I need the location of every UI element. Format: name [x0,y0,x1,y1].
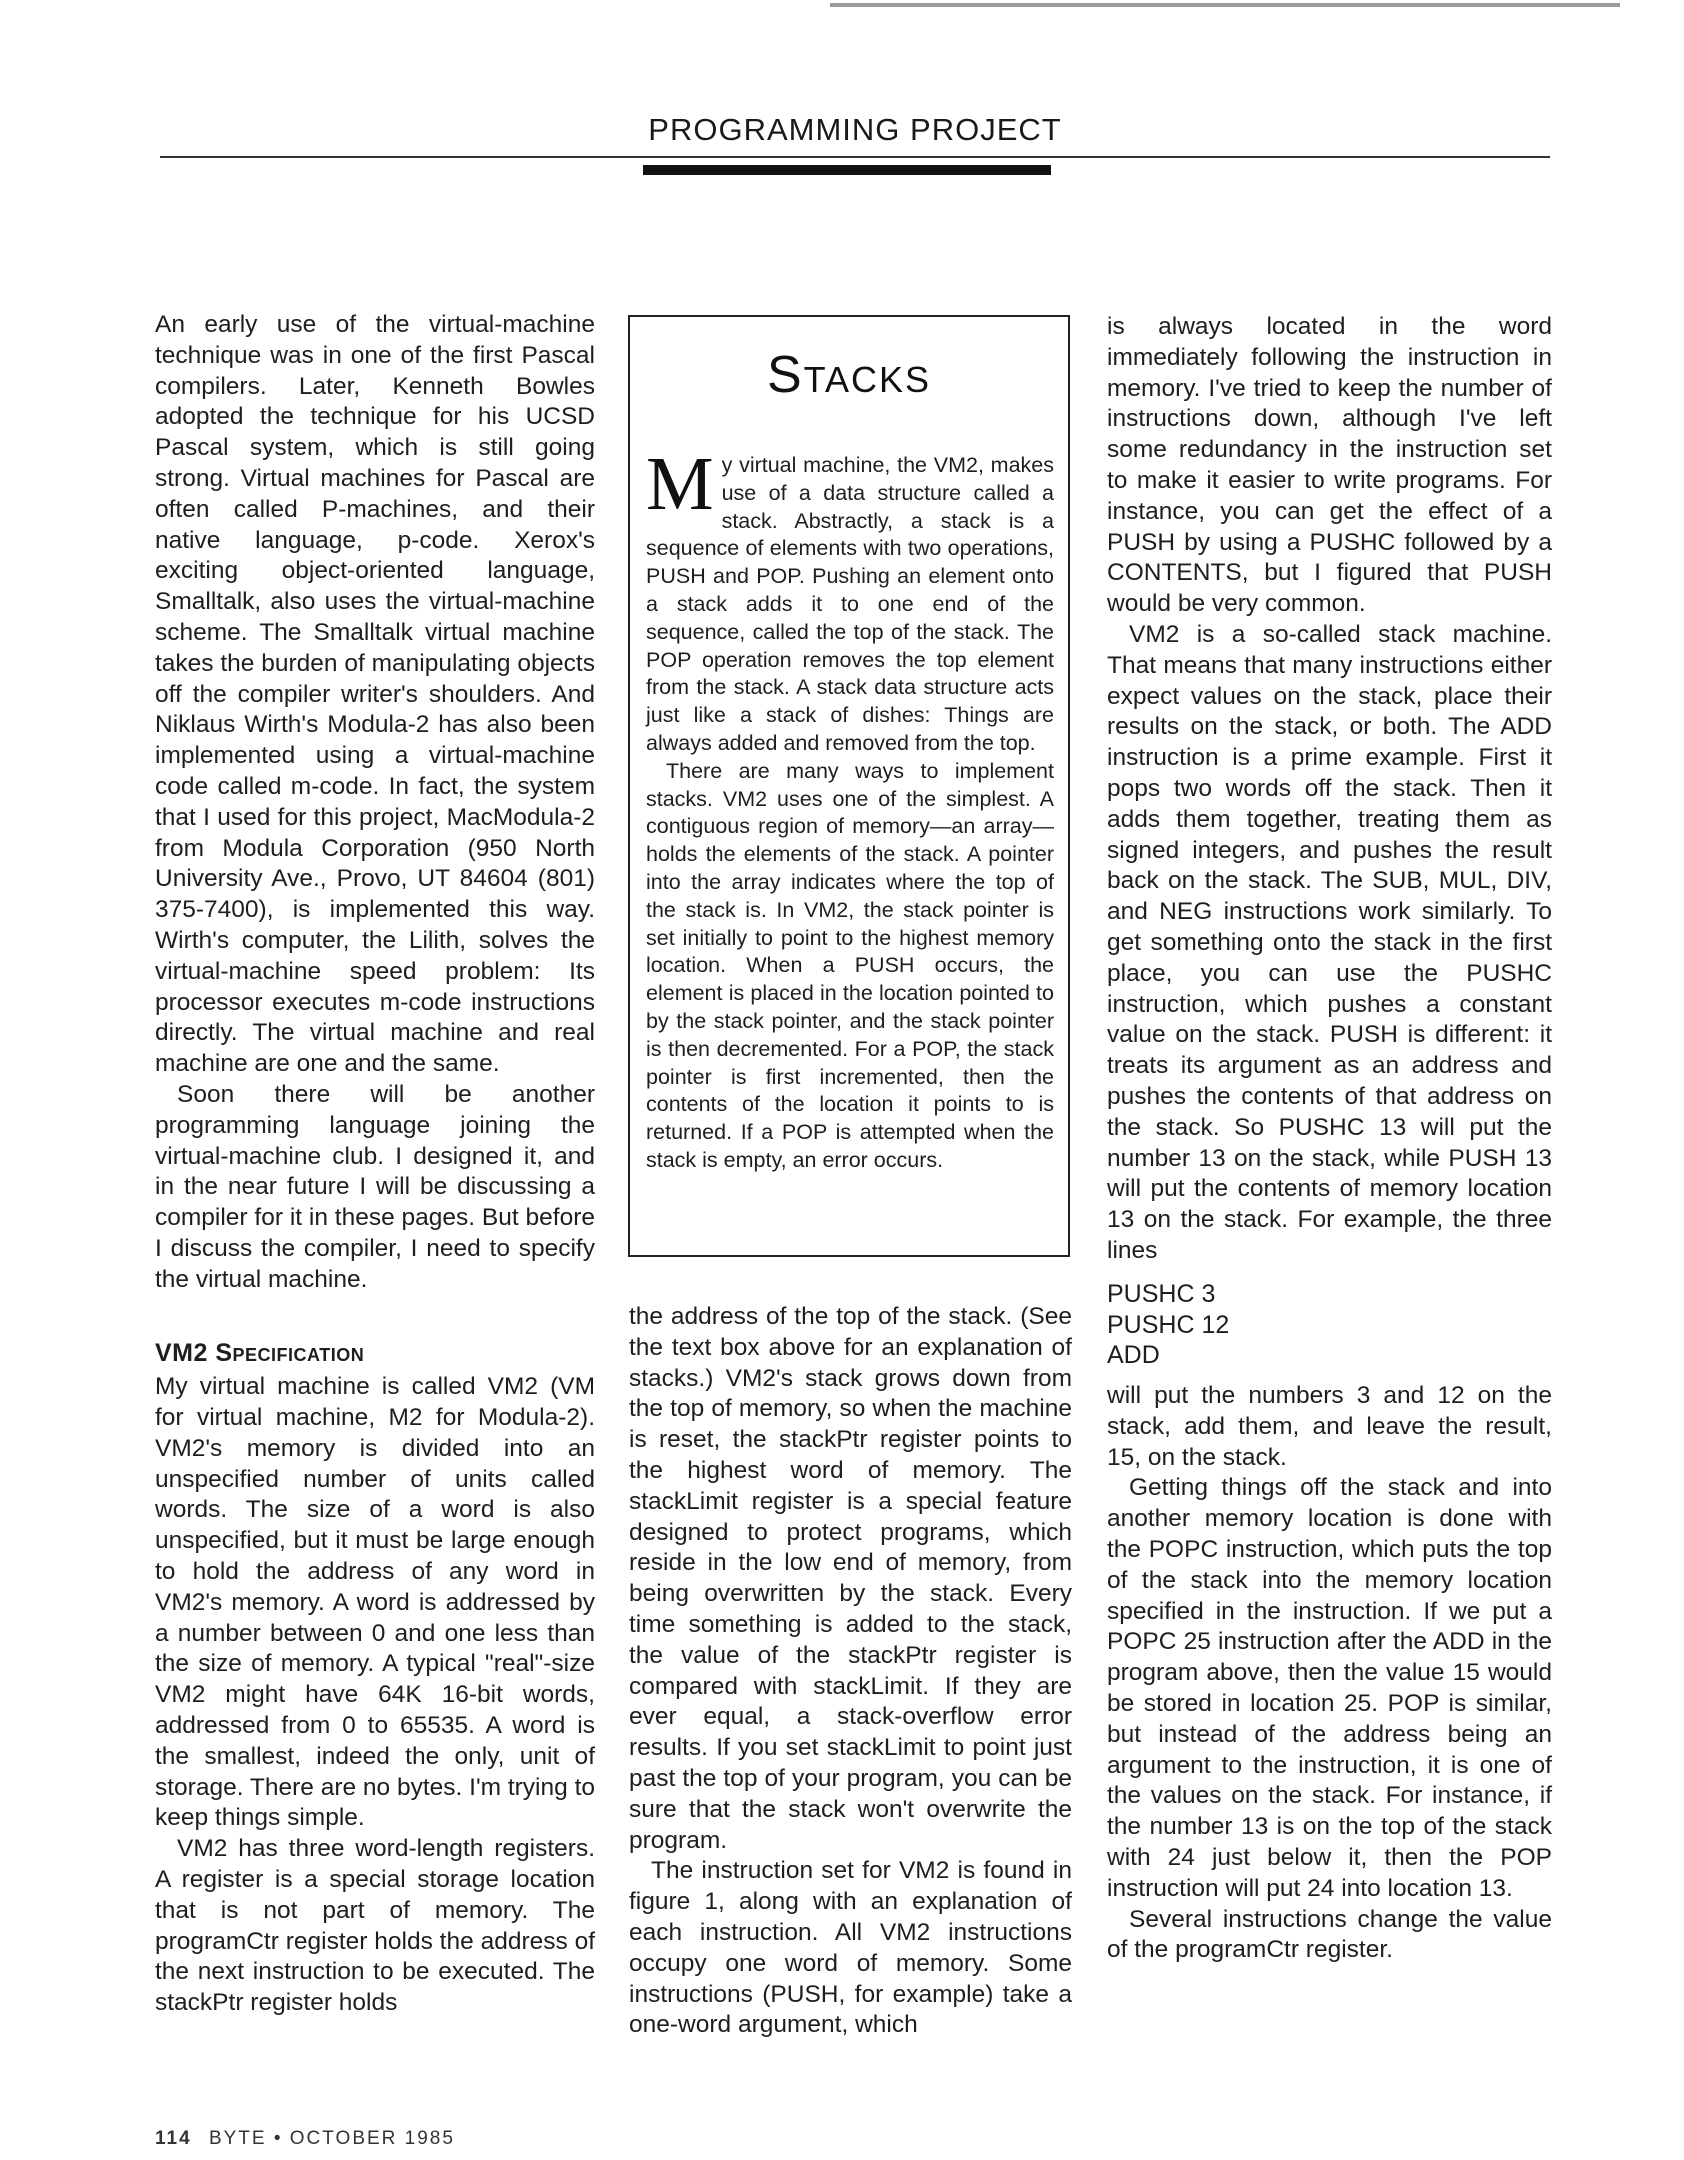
page-footer [155,2128,455,2150]
col1-paragraph-4: VM2 has three word-length registers. A register is a special storage location that is not part of memory. The programCtr register holds the address of the next instruction to be executed. The stackPtr register holds [155,1835,595,2017]
header-rule [160,156,1550,158]
col3-paragraph-2: VM2 is a so-called stack machine. That means that many instructions either expect values on the stack, place their results on the stack, or both. The ADD instruction is a prime example. First it pops two words off the stack. Then it adds them together, treating them as signed integers, and pushes the result back on the stack. The SUB, MUL, DIV, and NEG instructions work similarly. To get something onto the stack in the first place, you can use the PUSHC instruction, which pushes a constant value on the stack. PUSH is different: it treats its argument as an address and pushes the contents of that address on the stack. So PUSHC 13 will put the number 13 on the stack, while PUSH 13 will put the contents of memory location 13 on the stack. For example, the three lines [1107,620,1552,1264]
sidebar-body [646,442,1054,1175]
sidebar-paragraph-1 [646,442,1054,758]
col3-paragraph-3: will put the numbers 3 and 12 on the stack, add them, and leave the result, 15, on the stack. [1107,1382,1552,1471]
sidebar-title: Stacks [766,346,932,404]
column-3 [1107,312,1552,1966]
col1-paragraph-2: Soon there will be another programming language joining the virtual-machine club. I designed it, and in the near future I will be discussing a compiler for it in these pages. But before I discuss the compiler, I need to specify the virtual machine. [155,1080,595,1293]
header-bar [643,165,1051,175]
col2-paragraph-1: the address of the top of the stack. (See the text box above for an explanation of stacks.) VM2's stack grows down from the top of memory, so when the machine is reset, the stackPtr register points to the highest word of memory. The stackLimit register is a special feature designed to protect programs, which reside in the low end of memory, from being overwritten by the stack. Every time something is added to the stack, the value of the stackPtr register is compared with stackLimit. If they are ever equal, a stack-overflow error results. If you set stackLimit to point just past the top of your program, you can be sure that the stack won't overwrite the program. [629,1303,1072,1854]
section-heading: VM2 Specification [155,1338,365,1367]
col2-paragraph-2: The instruction set for VM2 is found in figure 1, along with an explanation of each instruction. All VM2 instructions occupy one word of memory. Some instructions (PUSH, for example) take a one-word argument, which [629,1857,1072,2039]
col3-paragraph-4: Getting things off the stack and into another memory location is done with the POPC instruction, which puts the top of the stack into the memory location specified in the instruction. If we put a POPC 25 instruction after the ADD in the program above, then the value 15 would be stored in location 25. POP is similar, but instead of the address being an argument to the instruction, it is one of the values on the stack. For instance, if the number 13 is on the top of the stack with 24 just below it, then the POP instruction will put 24 into location 13. [1107,1474,1552,1902]
code-example [1107,1279,1552,1371]
page-number: 114 [155,2128,192,2149]
column-2 [629,1302,1072,2041]
col1-paragraph-3: My virtual machine is called VM2 (VM for virtual machine, M2 for Modula-2). VM2's memory is divided into an unspecified number of units called words. The size of a word is also unspecified, but it must be large enough to hold the address of any word in VM2's memory. A word is addressed by a number between 0 and one less than the size of memory. A typical "real"-size VM2 might have 64K 16-bit words, addressed from 0 to 65535. A word is the smallest, indeed the only, unit of storage. There are no bytes. I'm trying to keep things simple. [155,1373,595,1832]
column-1 [155,310,595,2019]
code-line: PUSHC 3 [1107,1279,1216,1308]
sidebar-paragraph-2: There are many ways to implement stacks. VM2 uses one of the simplest. A contiguous region of memory—an array—holds the elements of the stack. A pointer into the array indicates where the top of the stack is. In VM2, the stack pointer is set initially to point to the highest memory location. When a PUSH occurs, the element is placed in the location pointed to by the stack pointer, and the stack pointer is then decremented. For a POP, the stack pointer is first incremented, then the contents of the location it points to is returned. If a POP is attempted when the stack is empty, an error occurs. [646,758,1054,1172]
top-edge-line [830,3,1620,7]
code-line: ADD [1107,1341,1160,1370]
stacks-sidebar-box [628,315,1070,1257]
col1-paragraph-1: An early use of the virtual-machine technique was in one of the first Pascal compilers. Later, Kenneth Bowles adopted the technique for his UCSD Pascal system, which is still going strong. Virtual machines for Pascal are often called P-machines, and their native language, p-code. Xerox's exciting object-oriented language, Smalltalk, also uses the virtual-machine scheme. The Smalltalk virtual machine takes the burden of manipulating objects off the compiler writer's shoulders. And Niklaus Wirth's Modula-2 has also been implemented using a virtual-machine code called m-code. In fact, the system that I used for this project, MacModula-2 from Modula Corporation (950 North University Ave., Provo, UT 84604 (801) 375-7400), is implemented this way. Wirth's computer, the Lilith, solves the virtual-machine speed problem: Its processor executes m-code instructions directly. The virtual machine and real machine are one and the same. [155,311,595,1078]
drop-cap: M [646,442,714,526]
code-line: PUSHC 12 [1107,1310,1230,1339]
sidebar-paragraph-1-text: y virtual machine, the VM2, makes use of a data structure called a stack. Abstractly, a stack is a sequence of elements with two operations, PUSH and POP. Pushing an element onto a stack adds it to one end of the sequence, called the top of the stack. The POP operation removes the top element from the stack. A stack data structure acts just like a stack of dishes: Things are always added and removed from the top. [646,453,1054,755]
publication-line: BYTE • OCTOBER 1985 [208,2128,455,2149]
col3-paragraph-1: is always located in the word immediately following the instruction in memory. I've tried to keep the number of instructions down, although I've left some redundancy in the instruction set to make it easier to write programs. For instance, you can get the effect of a PUSH by using a PUSHC followed by a CONTENTS, but I figured that PUSH would be very common. [1107,313,1552,618]
col3-paragraph-5: Several instructions change the value of the programCtr register. [1107,1905,1552,1964]
section-label: PROGRAMMING PROJECT [648,112,1062,147]
